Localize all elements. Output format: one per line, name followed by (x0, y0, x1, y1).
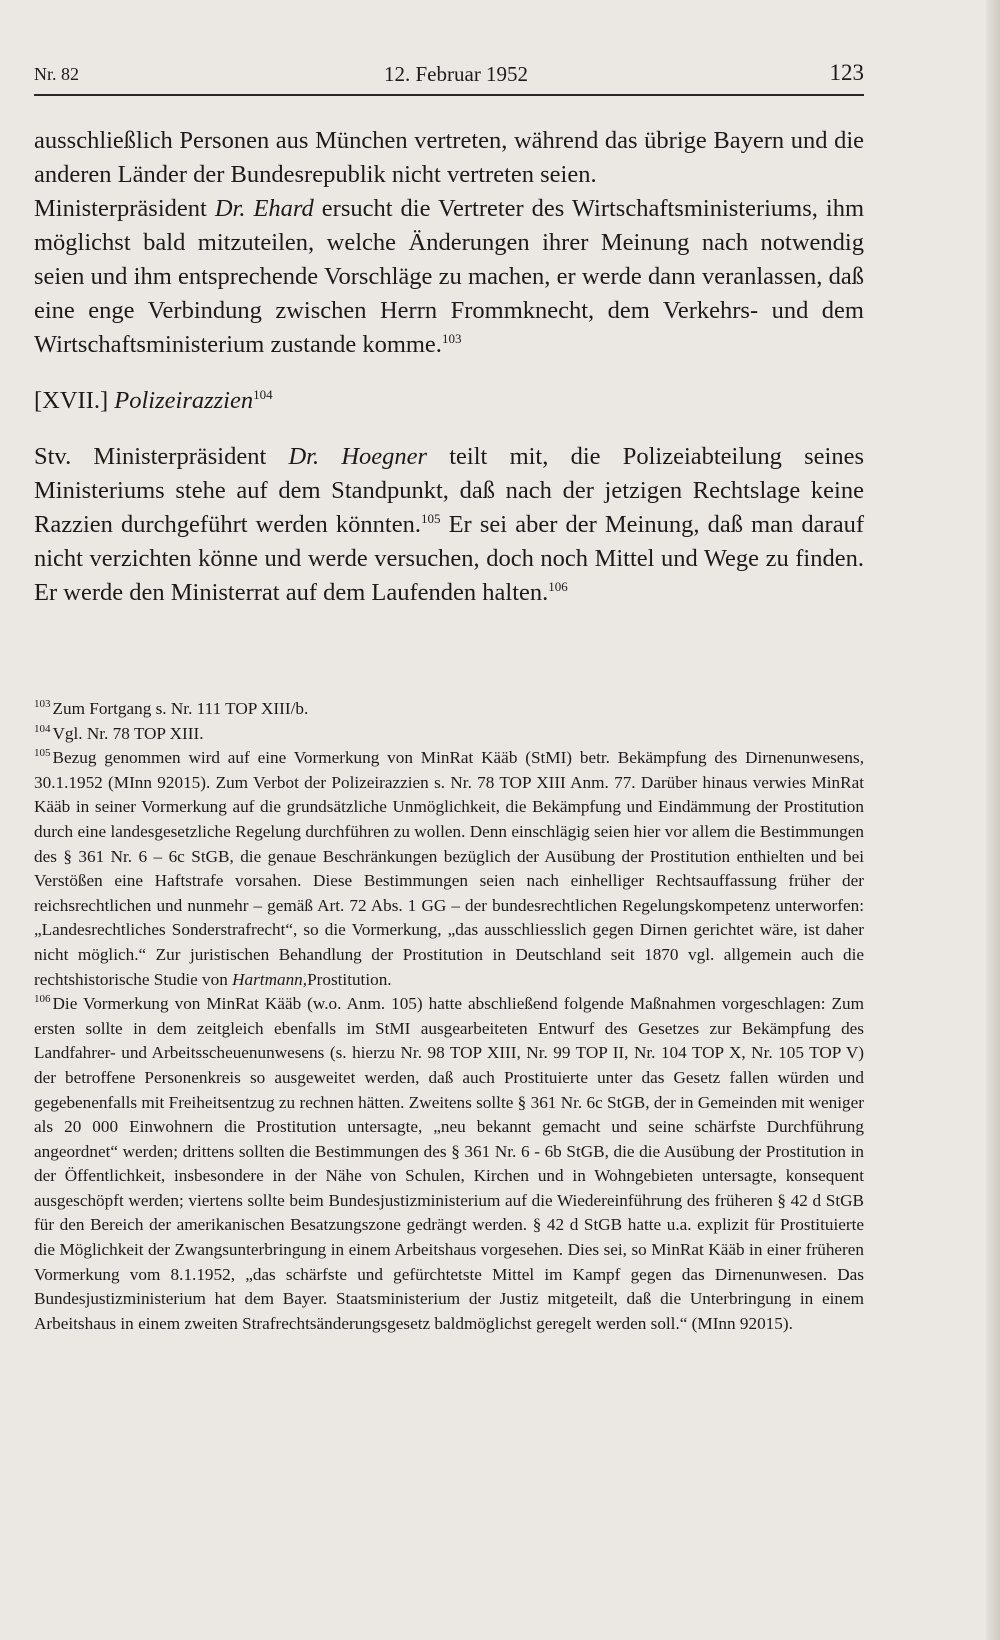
footnote-number: 105 (34, 747, 51, 760)
main-text (34, 124, 864, 610)
footnote-text: Prostitution. (307, 969, 392, 989)
running-header (34, 58, 864, 96)
footnote-marker[interactable]: 106 (548, 578, 568, 594)
paragraph-text: teilt mit, die Polizeiabteilung seines Ministeriums stehe auf dem Standpunkt, daß nach der jetzigen Rechtslage keine Razzien durchgeführt werden könnten. (34, 443, 864, 538)
page-number: 123 (829, 60, 864, 85)
document-number: Nr. 82 (34, 64, 79, 84)
footnote-marker[interactable]: 105 (420, 510, 441, 526)
section-title: Polizeirazzien (114, 387, 254, 414)
speaker-name: Dr. Ehard (214, 195, 314, 222)
footnote-104 (34, 722, 864, 747)
footnote-number: 106 (34, 993, 51, 1006)
paragraph-continued (34, 124, 864, 192)
paragraph-text: Ministerpräsident (34, 195, 215, 222)
paragraph-text: Er sei aber der Meinung, daß man darauf nicht verzichten könne und werde versuchen, doch noch Mittel und Wege zu finden. Er werde den Ministerrat auf dem Laufenden halten. (34, 511, 864, 606)
paragraph-text: Stv. Ministerpräsident (34, 443, 289, 470)
footnote-number: 103 (34, 698, 51, 711)
page-edge-shadow (986, 0, 1000, 1640)
footnote-marker[interactable]: 103 (441, 330, 462, 346)
footnote-105 (34, 746, 864, 992)
footnote-text: Die Vormerkung von MinRat Kääb (w.o. Anm. 105) hatte abschließend folgende Maßnahmen vorgeschlagen: Zum ersten sollte in dem zeitgleich ebenfalls im StMI ausgearbeiteten Entwurf des Gesetzes zur Bekämpfung des Landfahrer- und Arbeitsscheuenunwesens (s. hierzu Nr. 98 TOP XIII, Nr. 99 TOP II, Nr. 104 TOP X, Nr. 105 TOP V) der betroffene Personenkreis so ausgeweitet werden, daß auch Prostituierte unter das Gesetz fallen würden und gegebenenfalls mit Freiheitsentzug zu rechnen hätten. Zweitens sollte § 361 Nr. 6c StGB, der in Gemeinden mit weniger als 20 000 Einwohnern die Prostitution untersagte, „neu bekannt gemacht und seine schärfste Durchführung angeordnet“ werden; drittens sollten die Bestimmungen des § 361 Nr. 6 - 6b StGB, die die Ausübung der Prostitution in der Öffentlichkeit, insbesondere in der Nähe von Schulen, Kirchen und in Wohngebieten untersagte, konsequent ausgeschöpft werden; viertens sollte beim Bundesjustizministerium auf die Wiedereinführung des früheren § 42 d StGB für den Bereich der amerikanischen Besatzungszone gedrängt werden. § 42 d StGB hatte u.a. explizit für Prostituierte die Möglichkeit der Zwangsunterbringung in einem Arbeitshaus vorgesehen. Dies sei, so MinRat Kääb in einer früheren Vormerkung vom 8.1.1952, „das schärfste und gefürchtetste Mittel im Kampf gegen das Dirnenunwesen. Das Bundesjustizministerium hat dem Bayer. Staatsministerium der Justiz mitgeteilt, daß die Unterbringung in einem Arbeitshaus in einem zweiten Strafrechtsänderungsgesetz baldmöglichst geregelt werden soll.“ (MInn 92015). (34, 994, 864, 1333)
paragraph-text: ausschließlich Personen aus München vertreten, während das übrige Bayern und die anderen Länder der Bundesrepublik nicht vertreten seien. (34, 127, 864, 188)
footnote-text: Vgl. Nr. 78 TOP XIII. (52, 723, 204, 743)
header-date: 12. Februar 1952 (384, 62, 529, 86)
footnote-text: Zum Fortgang s. Nr. 111 TOP XIII/b. (52, 699, 309, 718)
paragraph-hoegner (34, 440, 864, 610)
footnote-text: Bezug genommen wird auf eine Vormerkung von MinRat Kääb (StMI) betr. Bekämpfung des Dirnenunwesens, 30.1.1952 (MInn 92015). Zum Verbot der Polizeirazzien s. Nr. 78 TOP XIII Anm. 77. Darüber hinaus verwies MinRat Kääb in seiner Vormerkung auf die grundsätzliche Unmöglichkeit, die Bekämpfung und Eindämmung der Prostitution durch eine landesgesetzliche Regelung durchführen zu wollen. Denn einschlägig seien hier vor allem die Bestimmungen des § 361 Nr. 6 – 6c StGB, die genaue Beschränkungen bezüglich der Ausübung der Prostitution enthielten und bei Verstößen eine Haftstrafe vorsahen. Diese Bestimmungen seien nach einhelliger Rechtsauffassung früher der reichsrechtlichen und nunmehr – gemäß Art. 72 Abs. 1 GG – der bundesrechtlichen Regelungskompetenz unterworfen: „Landesrechtliches Sonderstrafrecht“, so die Vormerkung, „das ausschliesslich gegen Dirnen gerichtet wäre, ist daher nicht möglich.“ Zur juristischen Behandlung der Prostitution in Deutschland seit 1870 vgl. allgemein auch die rechtshistorische Studie von (34, 748, 864, 989)
section-number: [XVII.] (34, 387, 115, 414)
footnote-marker[interactable]: 104 (253, 386, 273, 402)
speaker-name: Dr. Hoegner (288, 443, 428, 470)
footnote-103 (34, 697, 864, 722)
paragraph-text: ersucht die Vertreter des Wirtschaftsministeriums, ihm möglichst bald mitzuteilen, welche Änderungen ihrer Meinung nach notwendig seien und ihm entsprechende Vorschläge zu machen, er werde dann veranlassen, daß eine enge Verbindung zwischen Herrn Frommknecht, dem Verkehrs- und dem Wirtschaftsministerium zustande komme. (34, 195, 865, 358)
section-heading (34, 384, 864, 418)
paragraph-ehard (34, 192, 864, 362)
cited-author: Hartmann, (232, 969, 308, 989)
footnote-number: 104 (34, 722, 51, 735)
footnotes (34, 697, 864, 1336)
footnote-106 (34, 992, 864, 1336)
